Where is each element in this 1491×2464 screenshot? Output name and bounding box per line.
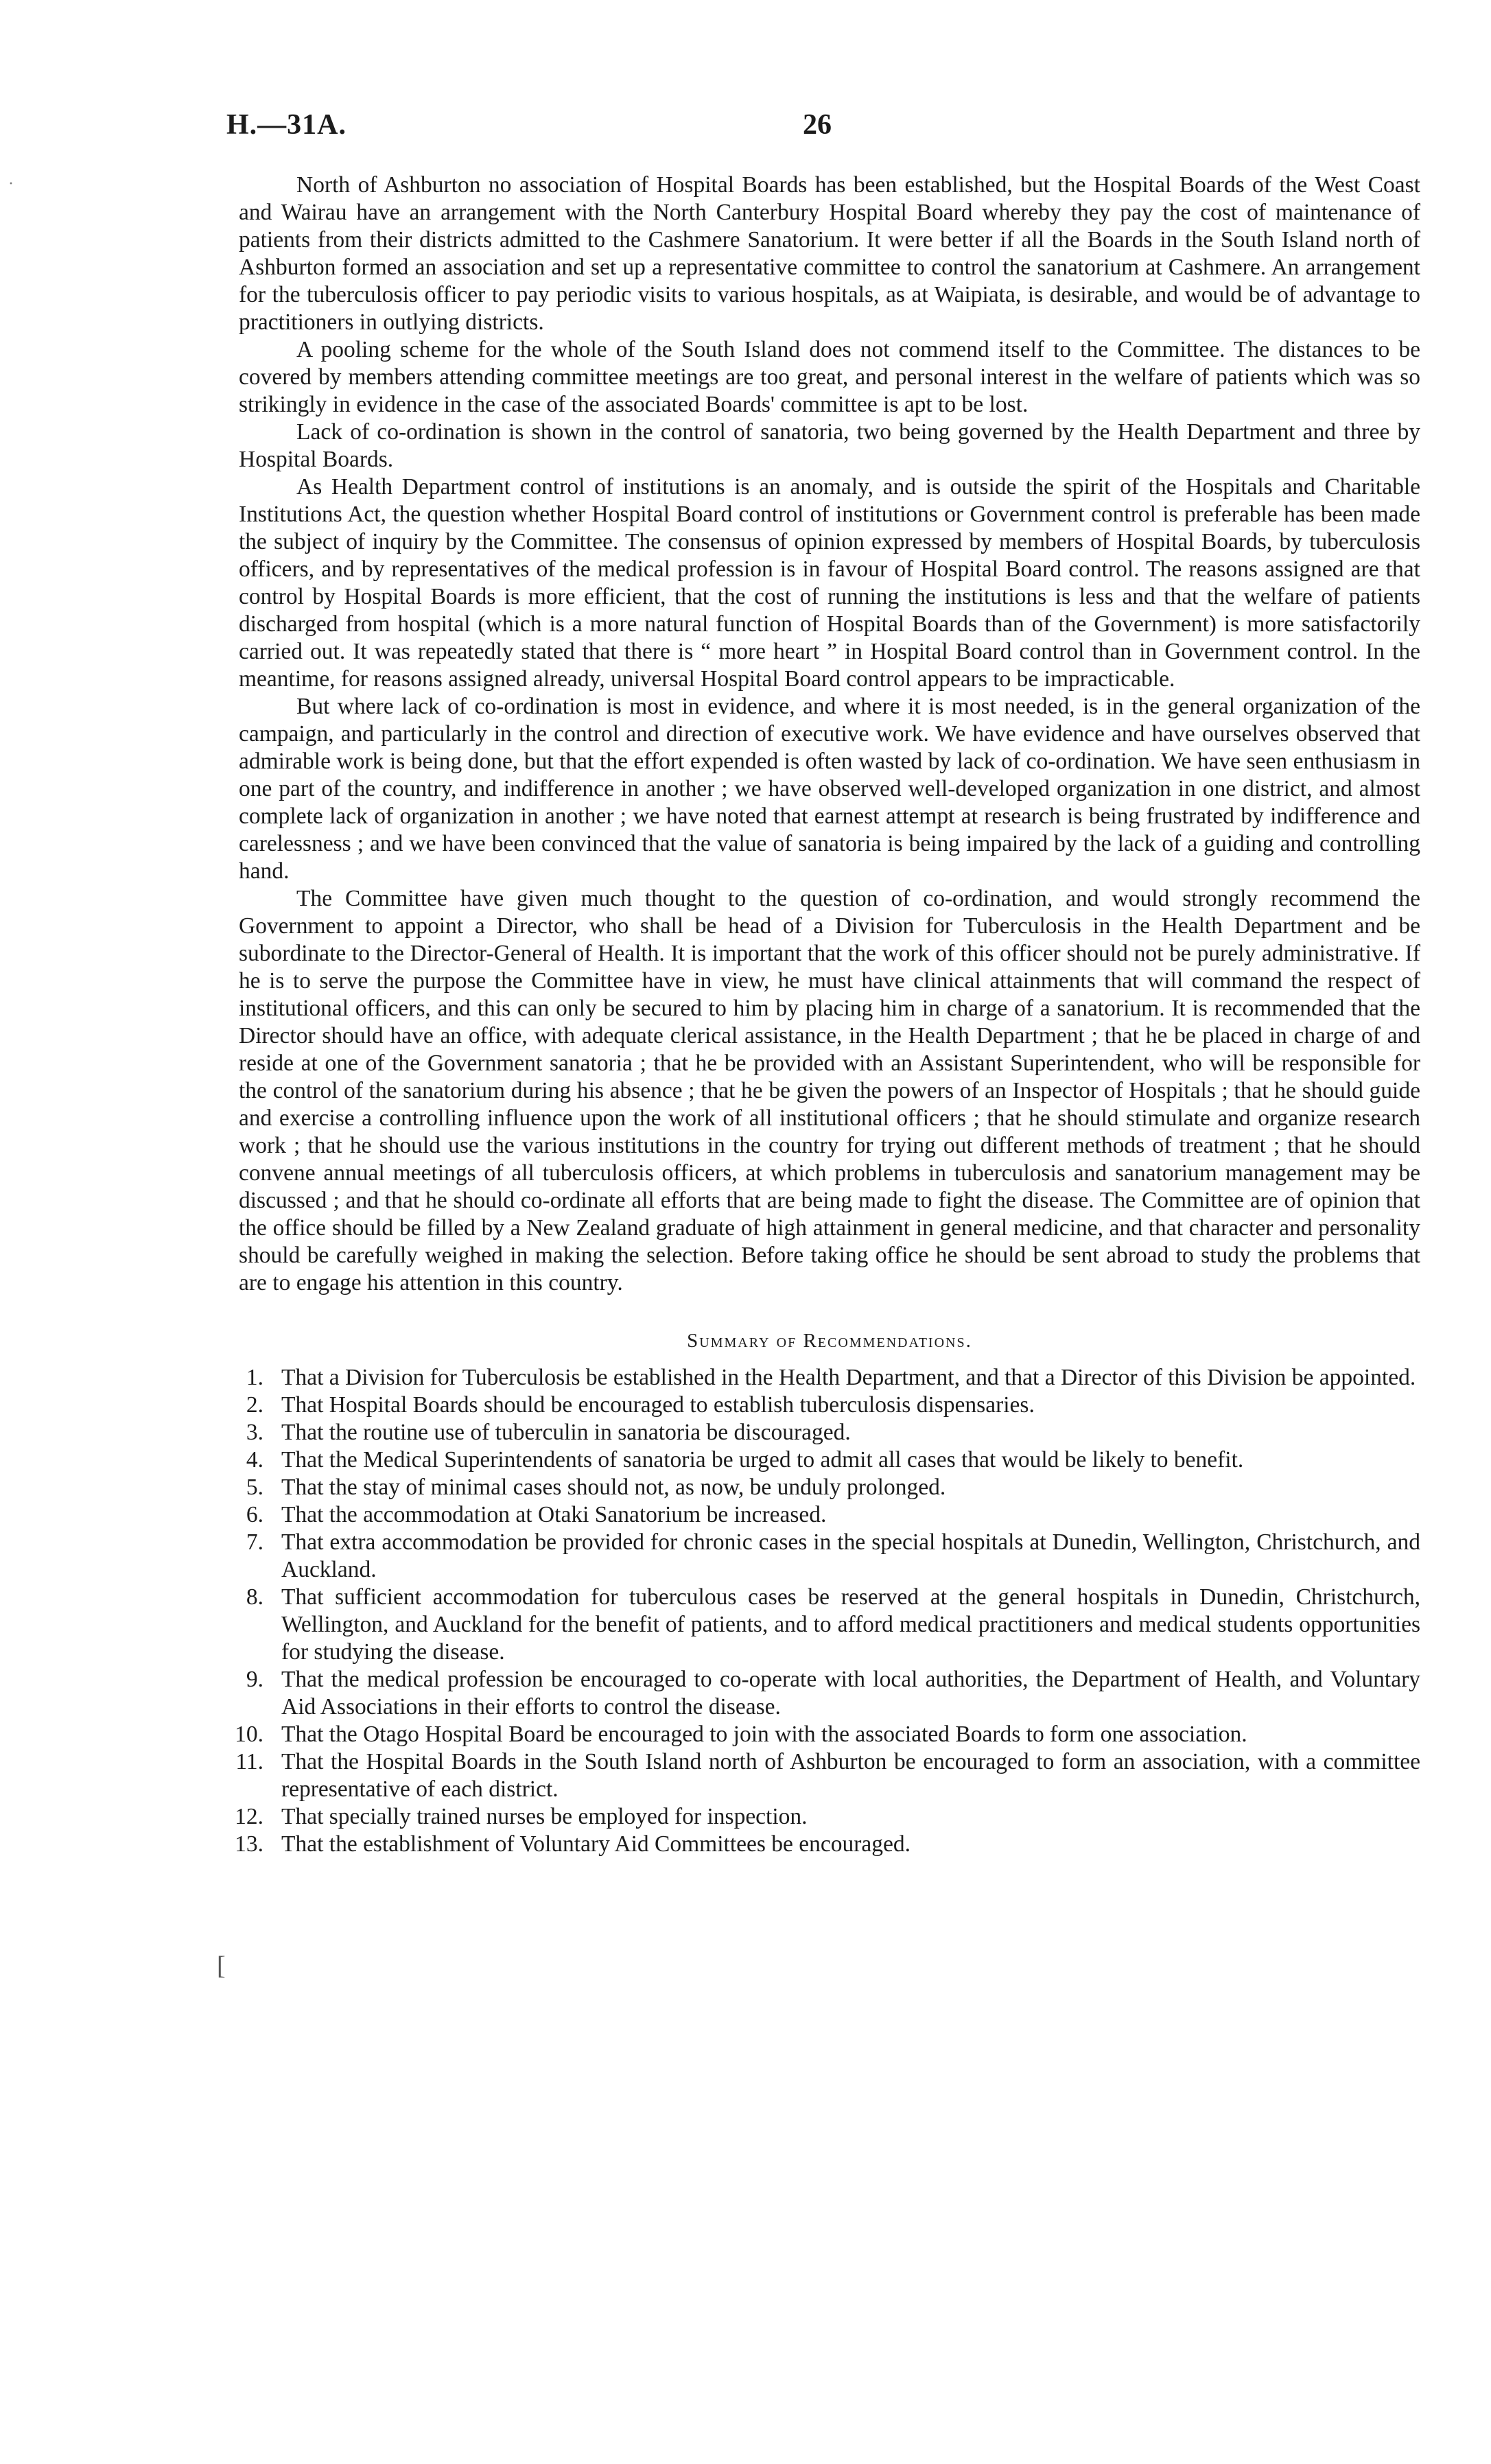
list-item xyxy=(239,1666,1420,1721)
list-item xyxy=(235,1721,1420,1748)
item-number: 1. xyxy=(246,1365,263,1390)
margin-speck: · xyxy=(8,175,14,193)
summary-heading: Summary of Recommendations. xyxy=(687,1330,972,1352)
paragraph-4: As Health Department control of institutions is an anomaly, and is outside the spirit of the Hospitals and Charitable Institutions Act, the question whether Hospital Board control of institutions or Government control is preferable has been made the subject of inquiry by the Committee. The consensus of opinion expressed by members of Hospital Boards, by tuberculosis officers, and by representatives of the medical profession is in favour of Hospital Board control. The reasons assigned are that control by Hospital Boards is more efficient, that the cost of running the institutions is less and that the welfare of patients discharged from hospital (which is a more natural function of Hospital Boards than of the Government) is more satisfactorily carried out. It was repeatedly stated that there is “ more heart ” in Hospital Board control than in Government control. In the meantime, for reasons assigned already, universal Hospital Board control appears to be impracticable. xyxy=(239,474,1420,692)
item-text: That a Division for Tuberculosis be established in the Health Department, and that a Director of this Division be appointed. xyxy=(281,1365,1416,1390)
document-reference: H.—31A. xyxy=(226,109,347,141)
list-item xyxy=(239,1446,1420,1474)
item-number: 11. xyxy=(235,1749,263,1774)
item-text: That the Medical Superintendents of sanatoria be urged to admit all cases that would be likely to benefit. xyxy=(281,1447,1244,1472)
margin-bracket-mark: [ xyxy=(217,1951,226,1980)
body-text xyxy=(235,172,1420,1858)
item-number: 2. xyxy=(246,1392,263,1418)
item-text: That extra accommodation be provided for chronic cases in the special hospitals at Dunedin, Wellington, Christchurch, and Auckland. xyxy=(281,1529,1420,1582)
list-item xyxy=(235,1748,1420,1803)
item-text: That the accommodation at Otaki Sanatorium be increased. xyxy=(281,1502,827,1527)
list-item xyxy=(239,1419,1420,1446)
item-number: 7. xyxy=(246,1529,263,1555)
page-number: 26 xyxy=(803,109,832,141)
list-item xyxy=(239,1584,1420,1666)
paragraph-6: The Committee have given much thought to the question of co-ordination, and would strongly recommend the Government to appoint a Director, who shall be head of a Division for Tuberculosis in the Health Department and be subordinate to the Director-General of Health. It is important that the work of this officer should not be purely administrative. If he is to serve the purpose the Committee have in view, he must have clinical attainments that will command the respect of institutional officers, and this can only be secured to him by placing him in charge of a sanatorium. It is recommended that the Director should have an office, with adequate clerical assistance, in the Health Department ; that he be placed in charge of and reside at one of the Government sanatoria ; that he be provided with an Assistant Superintendent, who will be responsible for the control of the sanatorium during his absence ; that he be given the powers of an Inspector of Hospitals ; that he should guide and exercise a controlling influence upon the work of all institutional officers ; that he should stimulate and organize research work ; that he should use the various institutions in the country for trying out different methods of treatment ; that he should convene annual meetings of all tuberculosis officers, at which problems in tuberculosis and sanatorium management may be discussed ; and that he should co-ordinate all efforts that are being made to fight the disease. The Committee are of opinion that the office should be filled by a New Zealand graduate of high attainment in general medicine, and that character and personality should be carefully weighed in making the selection. Before taking office he should be sent abroad to study the problems that are to engage his attention in this country. xyxy=(239,886,1420,1295)
item-number: 10. xyxy=(235,1722,263,1747)
item-text: That Hospital Boards should be encouraged to establish tuberculosis dispensaries. xyxy=(281,1392,1035,1418)
paragraph-3: Lack of co-ordination is shown in the control of sanatoria, two being governed by the Health Department and three by Hospital Boards. xyxy=(239,419,1420,472)
item-text: That sufficient accommodation for tuberculous cases be reserved at the general hospitals in Dunedin, Christchurch, Wellington, and Auckland for the benefit of patients, and to afford medical practitioners and medical students opportunities for studying the disease. xyxy=(281,1584,1420,1665)
recommendations-list xyxy=(235,1364,1420,1858)
item-text: That the routine use of tuberculin in sanatoria be discouraged. xyxy=(281,1420,851,1445)
item-number: 13. xyxy=(235,1831,263,1857)
item-number: 4. xyxy=(246,1447,263,1472)
list-item xyxy=(239,1474,1420,1501)
item-number: 3. xyxy=(246,1420,263,1445)
paragraph-1: North of Ashburton no association of Hospital Boards has been established, but the Hospital Boards of the West Coast and Wairau have an arrangement with the North Canterbury Hospital Board whereby they pay the cost of maintenance of patients from their districts admitted to the Cashmere Sanatorium. It were better if all the Boards in the South Island north of Ashburton formed an association and set up a representative committee to control the sanatorium at Cashmere. An arrangement for the tuberculosis officer to pay periodic visits to various hospitals, as at Waipiata, is desirable, and would be of advantage to practitioners in outlying districts. xyxy=(239,172,1420,335)
item-number: 5. xyxy=(246,1475,263,1500)
item-number: 9. xyxy=(246,1667,263,1692)
list-item xyxy=(239,1364,1420,1392)
item-number: 12. xyxy=(235,1804,263,1829)
item-text: That the medical profession be encouraged to co-operate with local authorities, the Department of Health, and Voluntary Aid Associations in their efforts to control the disease. xyxy=(281,1667,1420,1720)
item-text: That specially trained nurses be employed for inspection. xyxy=(281,1804,808,1829)
item-number: 8. xyxy=(246,1584,263,1610)
item-text: That the stay of minimal cases should not, as now, be unduly prolonged. xyxy=(281,1475,946,1500)
item-text: That the establishment of Voluntary Aid Committees be encouraged. xyxy=(281,1831,911,1857)
list-item xyxy=(239,1392,1420,1419)
item-text: That the Otago Hospital Board be encouraged to join with the associated Boards to form one association. xyxy=(281,1722,1247,1747)
list-item xyxy=(235,1803,1420,1831)
list-item xyxy=(239,1501,1420,1529)
page-header xyxy=(226,108,1420,150)
item-number: 6. xyxy=(246,1502,263,1527)
list-item xyxy=(235,1831,1420,1858)
list-item xyxy=(239,1529,1420,1584)
paragraph-2: A pooling scheme for the whole of the South Island does not commend itself to the Committee. The distances to be covered by members attending committee meetings are too great, and personal interest in the welfare of patients which was so strikingly in evidence in the case of the associated Boards' committee is apt to be lost. xyxy=(239,337,1420,417)
paragraph-5: But where lack of co-ordination is most in evidence, and where it is most needed, is in the general organization of the campaign, and particularly in the control and direction of executive work. We have evidence and have ourselves observed that admirable work is being done, but that the effort expended is often wasted by lack of co-ordination. We have seen enthusiasm in one part of the country, and indifference in another ; we have observed well-developed organization in one district, and almost complete lack of organization in another ; we have noted that earnest attempt at research is being frustrated by indifference and carelessness ; and we have been convinced that the value of sanatoria is being impaired by the lack of a guiding and controlling hand. xyxy=(239,694,1420,884)
item-text: That the Hospital Boards in the South Island north of Ashburton be encouraged to form an association, with a committee representative of each district. xyxy=(281,1749,1420,1802)
